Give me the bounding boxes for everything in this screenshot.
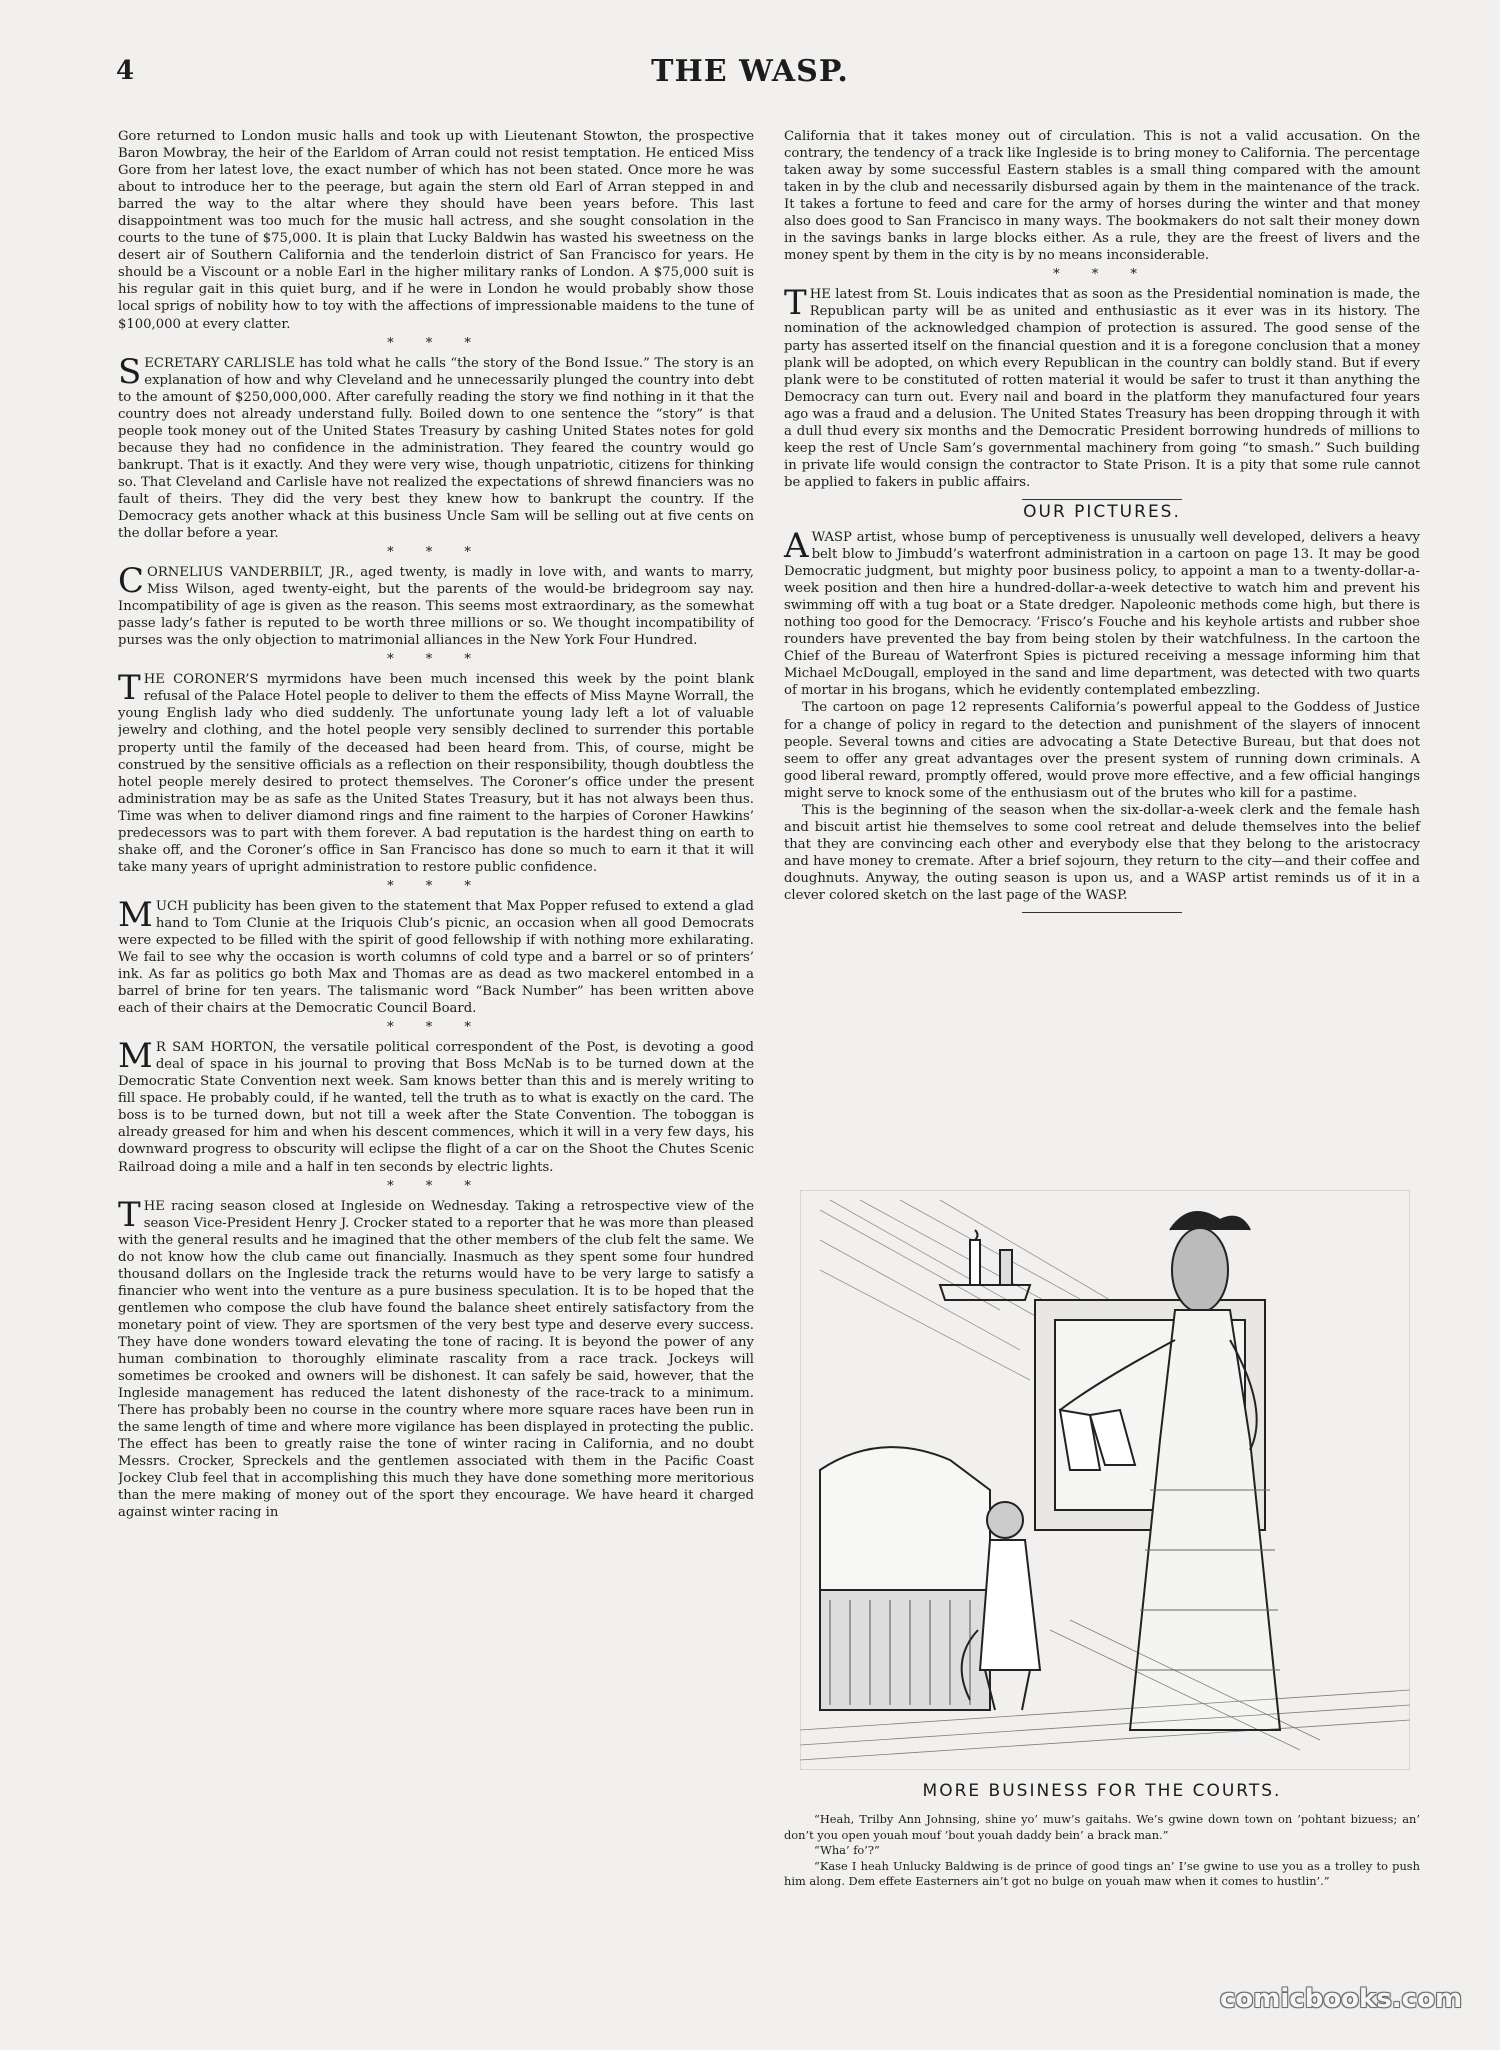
section-divider: * * * (387, 1178, 485, 1194)
section-divider: * * * (387, 335, 485, 351)
caption-line: “Heah, Trilby Ann Johnsing, shine yo’ muw’s gaitahs. We’s gwine down town on ’pohtant bizuess; an’ don’t you open youah mouf ’bout youah daddy bein’ a brack man.” (784, 1812, 1420, 1842)
drop-cap: T (784, 283, 807, 324)
paragraph-text: R SAM HORTON, the versatile political correspondent of the Post, is devoting a good deal of space in his journal to proving that Boss McNab is to be turned down at the Democratic State Convention next week. Sam knows better than this and is merely writing to fill space. He probably could, if he wanted, tell the truth as to what is exactly on the card. The boss is to be turned down, but not till a week after the State Convention. The toboggan is already greased for him and when his descent commences, which it will in a very few days, his downward progress to obscurity will eclipse the flight of a car on the Shoot the Chutes Scenic Railroad doing a mile and a half in ten seconds by electric lights. (118, 1040, 754, 1175)
paragraph-text: UCH publicity has been given to the statement that Max Popper refused to extend a glad hand to Tom Clunie at the Iriquois Club’s picnic, an occasion when all good Democrats were expected to be filled with the spirit of good fellowship if with nothing more exhilarating. We fail to see why the occasion is worth columns of cold type and a barrel or so of printers’ ink. As far as politics go both Max and Thomas are as dead as two mackerel entombed in a barrel of brine for ten years. The talismanic word “Back Number” has been written above each of their chairs at the Democratic Council Board. (118, 898, 754, 1017)
horizontal-rule (1022, 912, 1182, 913)
page-number: 4 (116, 56, 135, 86)
paragraph-text: ORNELIUS VANDERBILT, JR., aged twenty, is madly in love with, and wants to marry, Miss Wilson, aged twenty-eight, but the parents of the would-be bridegroom say nay. Incompatibility of age is given as the reason. This seems most extraordinary, as the somewhat passe lady’s father is reputed to be worth three millions or so. We thought incompatibility of purses was the only objection to matrimonial alliances in the New York Four Hundred. (118, 565, 754, 649)
article-paragraph (118, 668, 754, 876)
paragraph-text: The cartoon on page 12 represents California’s powerful appeal to the Goddess of Justice for a change of policy in regard to the detection and punishment of the slayers of innocent people. Several towns and cities are advocating a State Detective Bureau, but that does not seem to offer any great advantages over the present system of running down criminals. A good liberal reward, promptly offered, would prove more effective, and a few official hangings might serve to knock some of the enthusiasm out of the brutes who kill for a pastime. (784, 700, 1420, 801)
paragraph-text: HE latest from St. Louis indicates that as soon as the Presidential nomination is made, the Republican party will be as united and enthusiastic as it ever was in its history. The nomination of the acknowledged champion of protection is assured. The good sense of the party has asserted itself on the financial question and it is a foregone conclusion that a money plank will be adopted, on which every Republican in the country can boldly stand. But if every plank were to be constituted of rotten material it would be safer to trust it than anything the Democracy can turn out. Every nail and board in the platform they manufactured four years ago was a fraud and a delusion. The United States Treasury has been dropping through it with a dull thud every six months and the Democratic President borrowing hundreds of millions to keep the rest of Uncle Sam’s governmental machinery from going “to smash.” Such building in private life would consign the contractor to State Prison. It is a pity that some rule cannot be applied to fakers in public affairs. (784, 287, 1420, 490)
drop-cap: C (118, 561, 145, 602)
cartoon-drawing (800, 1190, 1410, 1770)
paragraph-text: HE racing season closed at Ingleside on Wednesday. Taking a retrospective view of the season Vice-President Henry J. Crocker stated to a reporter that he was more than pleased with the general results and he imagined that the other members of the club felt the same. We do not know how the club came out financially. Inasmuch as they spent some four hundred thousand dollars on the Ingleside track the returns would have to be very large to satisfy a financier who went into the venture as a pure business speculation. It is to be hoped that the gentlemen who compose the club have found the balance sheet entirely satisfactory from the monetary point of view. They are sportsmen of the very best type and deserve every success. They have done wonders toward elevating the tone of racing. It is beyond the power of any human combination to thoroughly eliminate rascality from a race track. Jockeys will sometimes be crooked and owners will be dishonest. It can safely be said, however, that the Ingleside management has reduced the latent dishonesty of the race-track to a minimum. There has probably been no course in the country where more square races have been run in the same length of time and where more vigilance has been displayed in protecting the public. The effect has been to greatly raise the tone of winter racing in California, and no doubt Messrs. Crocker, Spreckels and the gentlemen associated with them in the Pacific Coast Jockey Club feel that in accomplishing this much they have done something more meritorious than the mere making of money out of the sport they encourage. We have heard it charged against winter racing in (118, 1198, 754, 1521)
left-column (118, 128, 754, 1944)
article-paragraph (784, 802, 1420, 904)
paragraph-text: HE CORONER’S myrmidons have been much incensed this week by the point blank refusal of the Palace Hotel people to deliver to them the effects of Miss Mayne Worrall, the young English lady who died suddenly. The unfortunate young lady left a lot of valuable jewelry and clothing, and the hotel people very sensibly declined to surrender this portable property until the family of the deceased had been heard from. This, of course, might be construed by the sensitive officials as a reflection on their responsibility, though doubtless the hotel people merely desired to protect themselves. The Coroner’s office under the present administration may be as safe as the United States Treasury, but it has not always been thus. Time was when to deliver diamond rings and fine raiment to the harpies of Coroner Hawkins’ predecessors was to part with them forever. A bad reputation is the hardest thing on earth to shake off, and the Coroner’s office in San Francisco has done so much to earn it that it will take many years of upright administration to restore public confidence. (118, 672, 754, 875)
section-divider: * * * (387, 652, 485, 668)
masthead-title: THE WASP. (651, 54, 849, 89)
article-paragraph (784, 525, 1420, 699)
article-paragraph (118, 561, 754, 649)
drop-cap: T (118, 668, 141, 709)
paragraph-text: This is the beginning of the season when the six-dollar-a-week clerk and the female hash and biscuit artist hie themselves to some cool retreat and delude themselves into the belief that they are convincing each other and everybody else that they belong to the aristocracy and have money to cremate. After a brief sojourn, they return to the city—and their coffee and doughnuts. Anyway, the outing season is upon us, and a WASP artist reminds us of it in a clever colored sketch on the last page of the WASP. (784, 802, 1420, 903)
article-paragraph (784, 283, 1420, 491)
drop-cap: T (118, 1194, 141, 1235)
section-divider: * * * (387, 878, 485, 894)
paragraph-text: California that it takes money out of circulation. This is not a valid accusation. On the contrary, the tendency of a track like Ingleside is to bring money to California. The percentage taken away by some successful Eastern stables is a small thing compared with the amount taken in by the club and necessarily disbursed again by them in the maintenance of the track. It takes a fortune to feed and care for the army of horses during the winter and that money also does good to San Francisco in many ways. The bookmakers do not salt their money down in the savings banks in large blocks either. As a rule, they are the freest of livers and the money spent by them in the city is by no means inconsiderable. (784, 129, 1420, 264)
caption-line: “Kase I heah Unlucky Baldwing is de prince of good tings an’ I’se gwine to use you as a trolley to push him along. Dem effete Easterners ain’t got no bulge on youah maw when it comes to hustlin’.” (784, 1858, 1420, 1889)
cartoon-illustration (800, 1190, 1410, 1770)
drop-cap: S (118, 351, 142, 392)
article-paragraph (118, 1194, 754, 1522)
section-divider: * * * (387, 1020, 485, 1036)
cartoon-caption (784, 1812, 1420, 1890)
section-divider: * * * (387, 545, 485, 561)
article-paragraph (784, 699, 1420, 801)
drop-cap: M (118, 894, 153, 935)
article-paragraph (118, 1036, 754, 1175)
bed-icon (820, 1447, 990, 1710)
section-divider: * * * (1053, 267, 1151, 283)
paragraph-text: Gore returned to London music halls and took up with Lieutenant Stowton, the prospective Baron Mowbray, the heir of the Earldom of Arran could not resist temptation. He enticed Miss Gore from her latest love, the exact number of which has not been stated. Once more he was about to introduce her to the peerage, but again the stern old Earl of Arran stepped in and barred the way to the altar where they should have been years before. This last disappointment was too much for the music hall actress, and she sought consolation in the courts to the tune of $75,000. It is plain that Lucky Baldwin has wasted his sweetness on the desert air of Southern California and the tenderloin district of San Francisco for years. He should be a Viscount or a noble Earl in the higher military ranks of London. A $75,000 suit is his regular gait in this quiet burg, and if he were in London he would probably show those local sprigs of nobility how to toy with the affections of impressionable maidens to the tune of $100,000 at every clatter. (118, 129, 754, 332)
article-paragraph (118, 351, 754, 543)
caption-line: “Wha’ fo’?” (814, 1843, 880, 1858)
article-paragraph (118, 128, 754, 333)
drop-cap: M (118, 1036, 153, 1077)
paragraph-text: ECRETARY CARLISLE has told what he calls “the story of the Bond Issue.” The story is an explanation of how and why Cleveland and he unnecessarily plunged the country into debt to the amount of $250,000,000. After carefully reading the story we find nothing in it that the country does not already understand fully. Boiled down to one sentence the “story” is that people took money out of the United States Treasury by cashing United States notes for gold because they had no confidence in the administration. They feared the country would go bankrupt. That is it exactly. And they were very wise, though unpatriotic, citizens for thinking so. That Cleveland and Carlisle have not realized the expectations of shrewd financiers was no fault of theirs. They did the very best they knew how to bankrupt the country. If the Democracy gets another whack at this business Uncle Sam will be selling out at five cents on the dollar before a year. (118, 355, 754, 542)
article-paragraph (118, 894, 754, 1017)
horizontal-rule (1022, 499, 1182, 500)
watermark-logo: comicbooks.com (1220, 1984, 1463, 2014)
section-heading: OUR PICTURES. (1023, 501, 1181, 522)
right-column (784, 128, 1420, 917)
cartoon-title: MORE BUSINESS FOR THE COURTS. (922, 1781, 1282, 1801)
article-paragraph (784, 128, 1420, 264)
drop-cap: A (784, 525, 809, 566)
paragraph-text: WASP artist, whose bump of perceptiveness is unusually well developed, delivers a heavy belt blow to Jimbudd’s waterfront administration in a cartoon on page 13. It may be good Democratic judgment, but mighty poor business policy, to appoint a man to a twenty-dollar-a-week position and then hire a hundred-dollar-a-week detective to watch him and prevent his swimming off with a tug boat or a State dredger. Napoleonic methods come high, but there is nothing too good for the Democracy. ’Frisco’s Fouche and his keyhole artists and rubber shoe rounders have prevented the bay from being stolen by their watchfulness. In the cartoon the Chief of the Bureau of Waterfront Spies is pictured receiving a message informing him that Michael McDougall, employed in the sand and lime department, was detected with two quarts of mortar in his brogans, which he evidently contemplated embezzling. (784, 529, 1420, 699)
